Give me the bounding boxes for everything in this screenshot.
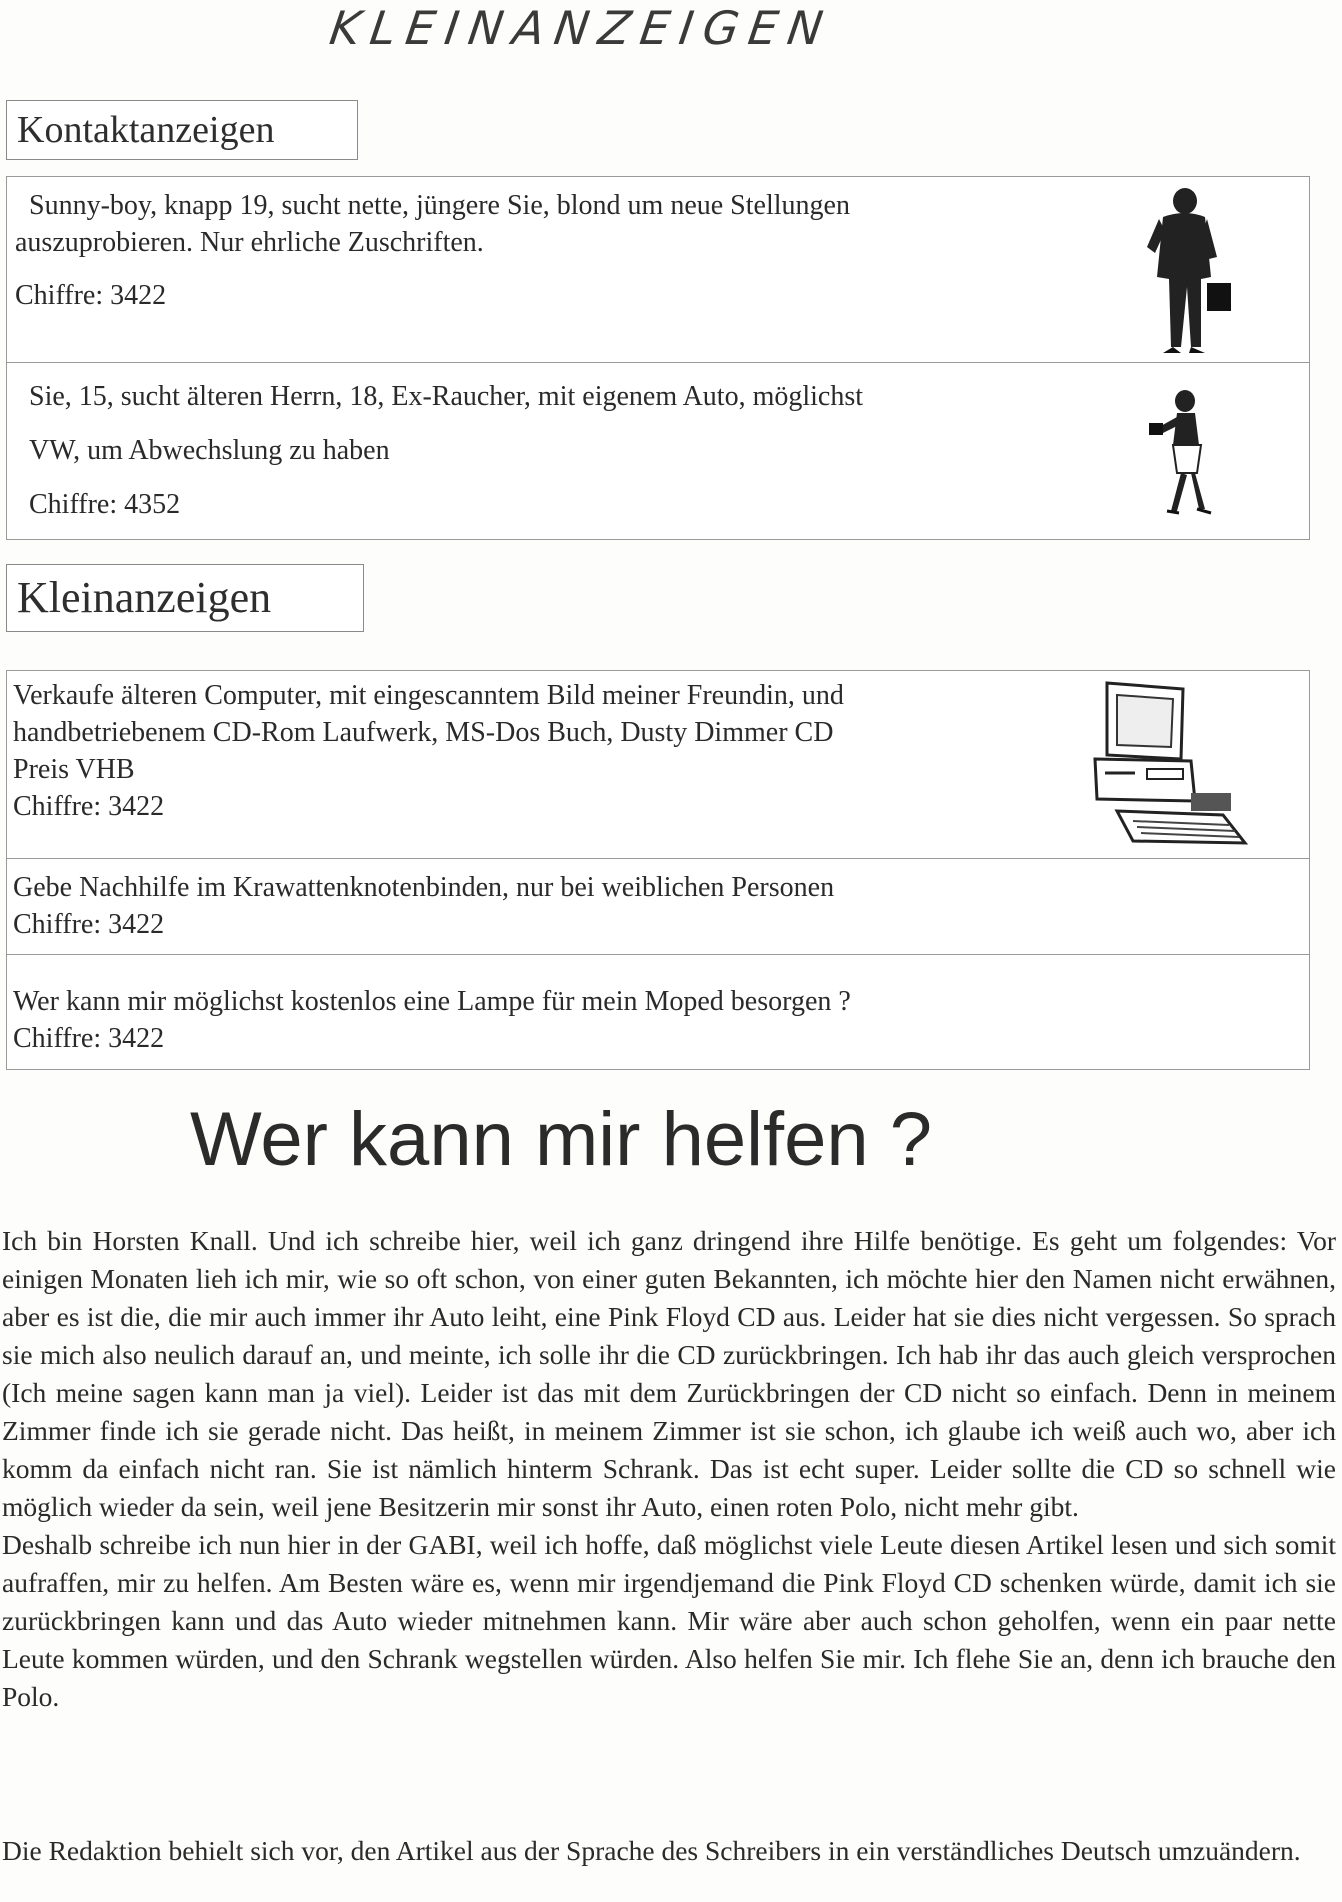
ad-chiffre: Chiffre: 4352	[29, 489, 181, 520]
kontakt-ads-box	[6, 176, 1310, 540]
section-heading-kontaktanzeigen: Kontaktanzeigen	[6, 100, 358, 160]
ad-line: VW, um Abwechslung zu haben	[29, 435, 390, 466]
klein-ads-box	[6, 670, 1310, 1070]
woman-silhouette-icon	[1137, 387, 1227, 527]
ad-text	[29, 375, 1089, 527]
ad-line: Wer kann mir möglichst kostenlos eine Lampe für mein Moped besorgen ?	[13, 986, 851, 1017]
ad-text	[13, 869, 1273, 943]
ad-line: Gebe Nachhilfe im Krawattenknotenbinden, nur bei weiblichen Personen	[13, 872, 835, 903]
businessman-silhouette-icon	[1133, 187, 1243, 357]
ad-chiffre: Chiffre: 3422	[13, 791, 165, 822]
ad-line: Preis VHB	[13, 754, 135, 785]
page-title: KLEINANZEIGEN	[326, 1, 837, 55]
ad-text	[15, 187, 1075, 314]
ad-line: Sunny-boy, knapp 19, sucht nette, jüngere Sie, blond um neue Stellungen	[29, 190, 850, 221]
ad-row	[7, 955, 1309, 1067]
ad-text	[13, 983, 1273, 1057]
article-body	[2, 1222, 1336, 1716]
ad-line: Sie, 15, sucht älteren Herrn, 18, Ex-Raucher, mit eigenem Auto, möglichst	[29, 381, 864, 412]
ad-line: Verkaufe älteren Computer, mit eingescanntem Bild meiner Freundin, und	[13, 680, 844, 711]
article-paragraph: Deshalb schreibe ich nun hier in der GABI, weil ich hoffe, daß möglichst viele Leute diesen Artikel lesen und sich somit aufraffen, mir zu helfen. Am Besten wäre es, wenn mir irgendjemand die Pink Floyd CD schenken würde, damit ich sie zurückbringen kann und das Auto wieder mitnehmen kann. Mir wäre aber auch schon geholfen, wenn ein paar nette Leute kommen würden, und den Schrank wegstellen würden. Also helfen Sie mir. Ich flehe Sie an, denn ich brauche den Polo.	[2, 1529, 1336, 1712]
ad-row	[7, 671, 1309, 859]
editor-note: Die Redaktion behielt sich vor, den Artikel aus der Sprache des Schreibers in ein verständliches Deutsch umzuändern.	[2, 1835, 1301, 1866]
ad-chiffre: Chiffre: 3422	[15, 280, 167, 311]
ad-chiffre: Chiffre: 3422	[13, 1023, 165, 1054]
ad-line: handbetriebenem CD-Rom Laufwerk, MS-Dos Buch, Dusty Dimmer CD	[13, 717, 834, 748]
ad-row	[7, 859, 1309, 955]
computer-icon	[1073, 675, 1253, 855]
article-paragraph: Ich bin Horsten Knall. Und ich schreibe hier, weil ich ganz dringend ihre Hilfe benötige. Es geht um folgendes: Vor einigen Monaten lieh ich mir, wie so oft schon, von einer guten Bekannten, ich möchte hier den Namen nicht erwähnen, aber es ist die, die mir auch immer ihr Auto leiht, eine Pink Floyd CD aus. Leider hat sie dies nicht vergessen. So sprach sie mich also neulich darauf an, und meinte, ich solle ihr die CD zurückbringen. Ich hab ihr das auch gleich versprochen (Ich meine sagen kann man ja viel). Leider ist das mit dem Zurückbringen der CD nicht so einfach. Denn in meinem Zimmer finde ich sie gerade nicht. Das heißt, in meinem Zimmer ist sie schon, ich glaube ich weiß auch wo, aber ich komm da einfach nicht ran. Sie ist nämlich hinterm Schrank. Das ist echt super. Leider sollte die CD so schnell wie möglich wieder da sein, weil jene Besitzerin mir sonst ihr Auto, einen roten Polo, nicht mehr gibt.	[2, 1225, 1336, 1522]
ad-row	[7, 177, 1309, 363]
article-heading: Wer kann mir helfen ?	[190, 1097, 933, 1182]
ad-line: auszuprobieren. Nur ehrliche Zuschriften.	[15, 227, 484, 258]
ad-text	[13, 677, 1073, 825]
section-heading-kleinanzeigen: Kleinanzeigen	[6, 564, 364, 632]
ad-chiffre: Chiffre: 3422	[13, 909, 165, 940]
ad-row	[7, 363, 1309, 539]
